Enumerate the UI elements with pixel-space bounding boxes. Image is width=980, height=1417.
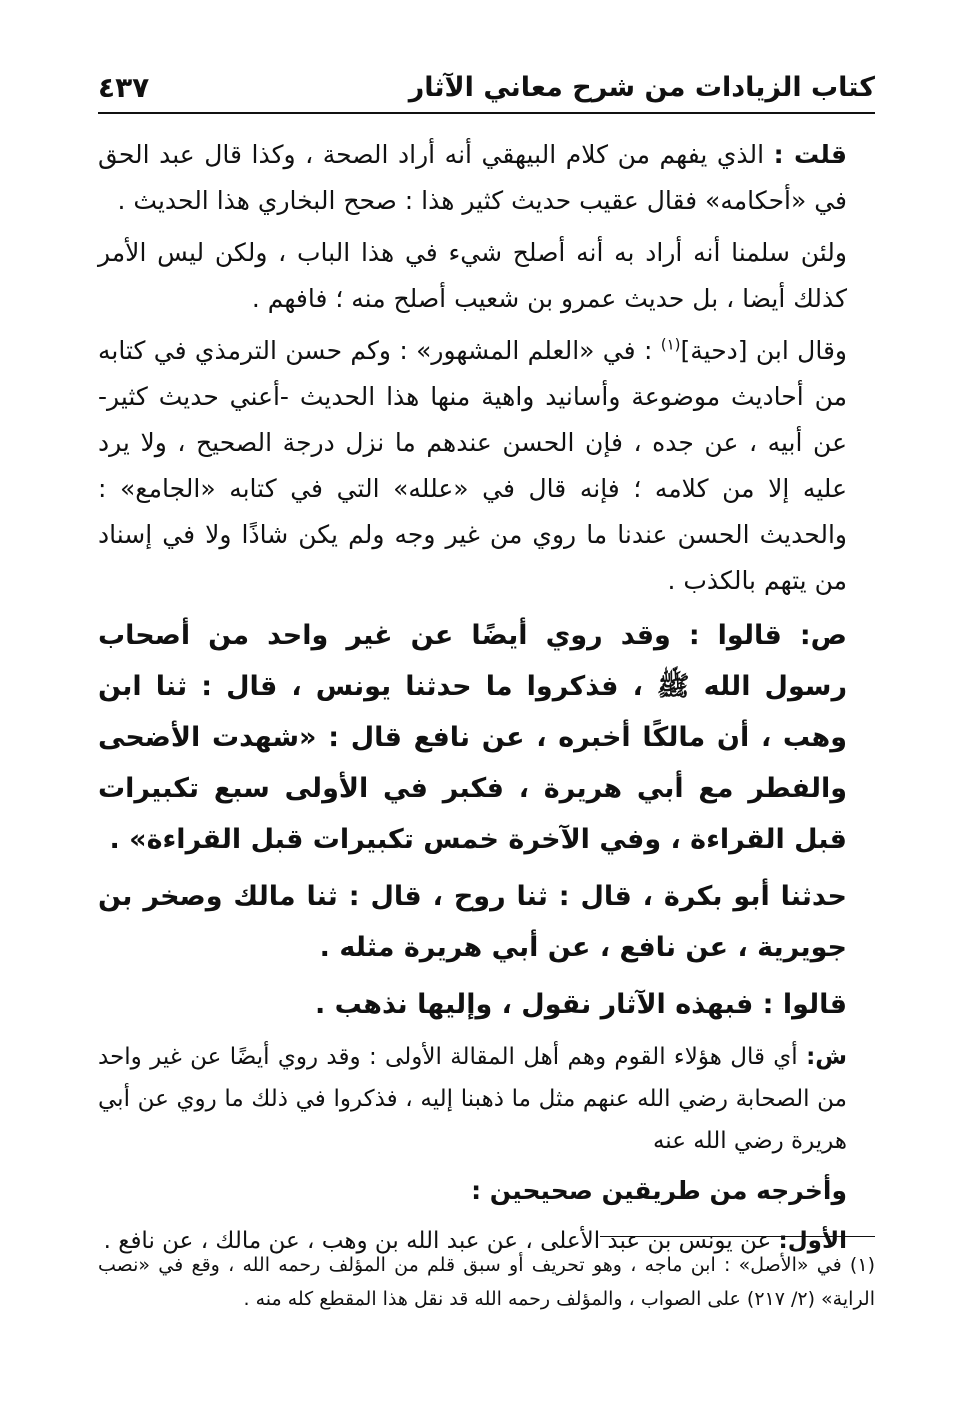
page-number: ٤٣٧ (98, 70, 150, 104)
footnotes (98, 1248, 875, 1316)
sharh-text: عن يونس بن عبد الأعلى ، عن عبد الله بن وهب ، عن مالك ، عن نافع . (103, 1228, 779, 1254)
sharh-text: أي قال هؤلاء القوم وهم أهل المقالة الأولى : وقد روي أيضًا عن غير واحد من الصحابة رضي الله عنهم مثل ما ذهبنا إليه ، فذكروا في ذلك ما روي عن أبي هريرة رضي الله عنه (98, 1044, 847, 1154)
matn-1: ص: قالوا : وقد روي أيضًا عن غير واحد من أصحاب رسول الله ﷺ ، فذكروا ما حدثنا يونس ، قال : ثنا ابن وهب ، أن مالكًا أخبره ، عن نافع قال : «شهدت الأضحى والفطر مع أبي هريرة ، فكبر في الأولى سبع تكبيرات قبل القراءة ، وفي الآخرة خمس تكبيرات قبل القراءة» . (98, 620, 847, 855)
sharh-1 (98, 1036, 875, 1162)
paragraph-1 (98, 132, 875, 224)
paragraph-text: وقال ابن [دحية] (680, 336, 847, 365)
matn-2: حدثنا أبو بكرة ، قال : ثنا روح ، قال : ثنا مالك وصخر بن جويرية ، عن نافع ، عن أبي هريرة مثله . (98, 881, 847, 963)
paragraph-lead: قلت : (773, 140, 847, 169)
sharh-2: وأخرجه من طريقين صحيحين : (471, 1176, 847, 1205)
paragraph-text: ولئن سلمنا أنه أراد به أنه أصلح شيء في هذا الباب ، ولكن ليس الأمر كذلك أيضا ، بل حديث عمرو بن شعيب أصلح منه ؛ فافهم . (98, 238, 847, 313)
paragraph-2 (98, 230, 875, 322)
paragraph-text: الذي يفهم من كلام البيهقي أنه أراد الصحة ، وكذا قال عبد الحق في «أحكامه» فقال عقيب حديث كثير هذا : صحح البخاري هذا الحديث . (98, 140, 847, 215)
sharh-lead: الأول: (778, 1228, 847, 1254)
body-text (98, 132, 875, 1268)
footnote-marker[interactable]: (١) (660, 335, 681, 354)
matn-3: قالوا : فبهذه الآثار نقول ، وإليها نذهب . (314, 989, 847, 1020)
running-title: كتاب الزيادات من شرح معاني الآثار (408, 71, 875, 103)
paragraph-3 (98, 328, 875, 604)
page-header (98, 62, 875, 114)
footnote-1: (١) في «الأصل» : ابن ماجه ، وهو تحريف أو سبق قلم من المؤلف رحمه الله ، وقع في «نصب الراية» (٢/ ٢١٧) على الصواب ، والمؤلف رحمه الله قد نقل هذا المقطع كله منه . (98, 1254, 875, 1310)
paragraph-text-cont: : في «العلم المشهور» : وكم حسن الترمذي في كتابه من أحاديث موضوعة وأسانيد واهية منها هذا الحديث -أعني حديث كثير- عن أبيه ، عن جده ، فإن الحسن عندهم ما نزل درجة الصحيح ، ولا يرد عليه إلا من كلامه ؛ فإنه قال في «علله» التي في كتابه «الجامع» : والحديث الحسن عندنا ما روي من غير وجه ولم يكن شاذًا ولا في إسناد من يتهم بالكذب . (98, 336, 847, 595)
footnote-divider (600, 1236, 875, 1237)
sharh-lead: ش: (806, 1044, 847, 1070)
